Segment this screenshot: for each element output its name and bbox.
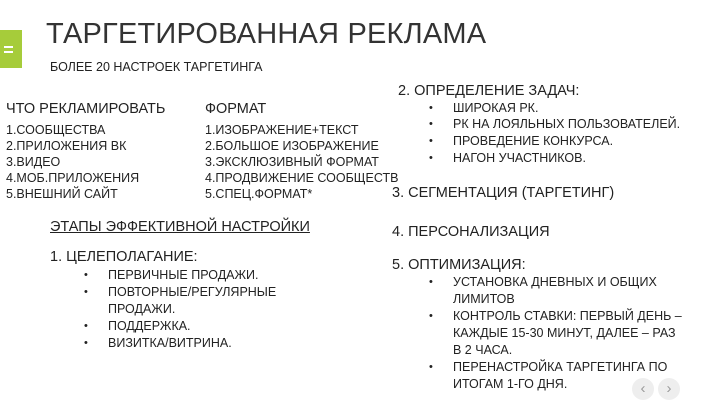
goal-item: • ПЕРВИЧНЫЕ ПРОДАЖИ. xyxy=(108,268,259,282)
what-item: 5.ВНЕШНИЙ САЙТ xyxy=(6,187,118,201)
goal-heading: 1. ЦЕЛЕПОЛАГАНИЕ: xyxy=(50,249,198,265)
personalization-heading: 4. ПЕРСОНАЛИЗАЦИЯ xyxy=(392,224,550,240)
what-item: 1.СООБЩЕСТВА xyxy=(6,123,106,137)
goal-item: • ПОДДЕРЖКА. xyxy=(108,319,191,333)
optimization-heading: 5. ОПТИМИЗАЦИЯ: xyxy=(392,257,526,273)
optimization-item: • ПЕРЕНАСТРОЙКА ТАРГЕТИНГА ПО xyxy=(453,360,667,374)
what-item: 4.МОБ.ПРИЛОЖЕНИЯ xyxy=(6,171,140,185)
next-arrow-icon[interactable]: › xyxy=(658,378,680,400)
what-item: 3.ВИДЕО xyxy=(6,155,61,169)
task-item: • НАГОН УЧАСТНИКОВ. xyxy=(453,151,586,165)
what-heading: ЧТО РЕКЛАМИРОВАТЬ xyxy=(6,101,166,117)
format-item: 1.ИЗОБРАЖЕНИЕ+ТЕКСТ xyxy=(205,123,359,137)
task-item: • ПРОВЕДЕНИЕ КОНКУРСА. xyxy=(453,134,613,148)
stages-heading: ЭТАПЫ ЭФФЕКТИВНОЙ НАСТРОЙКИ xyxy=(50,219,310,235)
goal-item: • ВИЗИТКА/ВИТРИНА. xyxy=(108,336,232,350)
menu-icon xyxy=(0,30,22,68)
goal-item: • ПОВТОРНЫЕ/РЕГУЛЯРНЫЕ xyxy=(108,285,276,299)
format-item: 4.ПРОДВИЖЕНИЕ СООБЩЕСТВ xyxy=(205,171,399,185)
format-item: 3.ЭКСКЛЮЗИВНЫЙ ФОРМАТ xyxy=(205,155,379,169)
task-item: • РК НА ЛОЯЛЬНЫХ ПОЛЬЗОВАТЕЛЕЙ. xyxy=(453,117,680,131)
optimization-item: • КОНТРОЛЬ СТАВКИ: ПЕРВЫЙ ДЕНЬ – xyxy=(453,309,682,323)
optimization-item: • УСТАНОВКА ДНЕВНЫХ И ОБЩИХ xyxy=(453,275,657,289)
optimization-item-cont: КАЖДЫЕ 15-30 МИНУТ, ДАЛЕЕ – РАЗ xyxy=(453,326,676,340)
optimization-item-cont: ИТОГАМ 1-ГО ДНЯ. xyxy=(453,377,568,391)
prev-arrow-icon[interactable]: ‹ xyxy=(632,378,654,400)
goal-item-cont: ПРОДАЖИ. xyxy=(108,302,176,316)
format-item: 2.БОЛЬШОЕ ИЗОБРАЖЕНИЕ xyxy=(205,139,379,153)
page-subtitle: БОЛЕЕ 20 НАСТРОЕК ТАРГЕТИНГА xyxy=(50,60,263,74)
what-item: 2.ПРИЛОЖЕНИЯ ВК xyxy=(6,139,127,153)
task-item: • ШИРОКАЯ РК. xyxy=(453,101,538,115)
format-item: 5.СПЕЦ.ФОРМАТ* xyxy=(205,187,313,201)
page-title: ТАРГЕТИРОВАННАЯ РЕКЛАМА xyxy=(46,18,487,50)
optimization-item-cont: ЛИМИТОВ xyxy=(453,292,515,306)
segmentation-heading: 3. СЕГМЕНТАЦИЯ (ТАРГЕТИНГ) xyxy=(392,185,615,201)
optimization-item-cont: В 2 ЧАСА. xyxy=(453,343,513,357)
tasks-heading: 2. ОПРЕДЕЛЕНИЕ ЗАДАЧ: xyxy=(398,83,580,99)
format-heading: ФОРМАТ xyxy=(205,101,267,117)
